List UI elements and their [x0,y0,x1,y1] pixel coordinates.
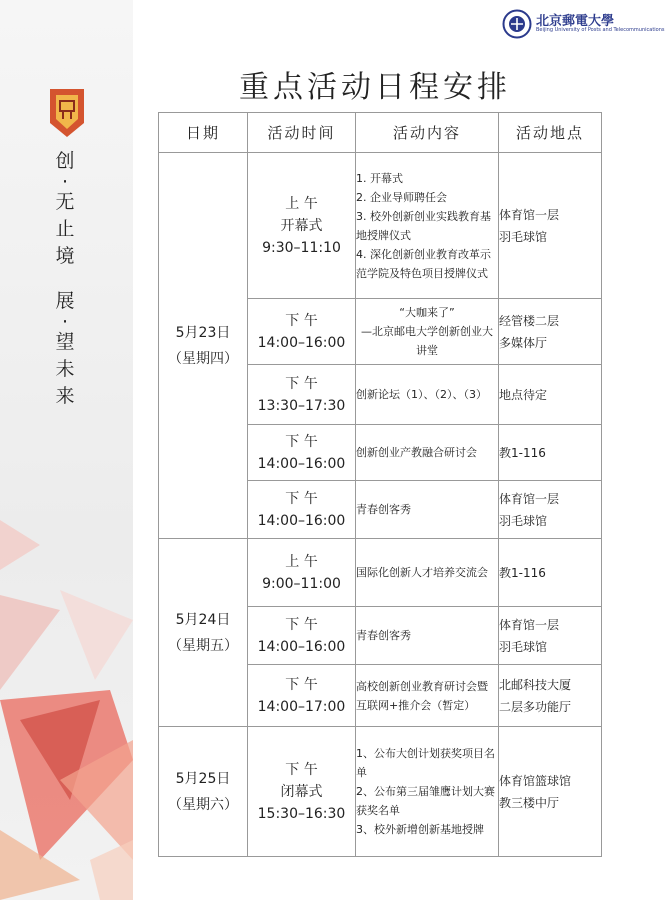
venue-line: 多媒体厅 [499,335,548,350]
date-text: 5月24日 [175,611,231,628]
page-title: 重点活动日程安排 [239,70,511,105]
column-header-venue: 活动地点 [499,113,602,153]
content-item: 创新论坛（1）、（2）、（3） [356,388,487,401]
slogan-part2 [52,288,78,410]
column-header-time: 活动时间 [248,113,356,153]
date-cell [159,727,248,857]
slogan-char: 展 [55,290,75,312]
time-line: 下 午 [285,433,318,450]
slogan-char: 未 [55,358,75,380]
column-header-date: 日期 [159,113,248,153]
venue-line: 教1-116 [499,445,546,460]
weekday-text: （星期六） [168,796,238,813]
venue-cell [499,365,602,425]
content-item: 1. 开幕式 [356,171,403,185]
venue-line: 羽毛球馆 [499,639,548,654]
venue-cell [499,481,602,539]
venue-cell [499,425,602,481]
content-item: 创新创业产教融合研讨会 [356,446,477,459]
time-line: 14:00–16:00 [257,638,346,655]
content-cell [356,539,499,607]
column-header-content: 活动内容 [356,113,499,153]
content-item: 1、公布大创计划获奖项目名单 [356,747,495,779]
slogan-char: 无 [55,191,75,213]
time-cell [248,727,356,857]
slogan-char: 来 [55,385,75,407]
content-item: 4. 深化创新创业教育改革示范学院及特色项目授牌仪式 [356,247,491,280]
venue-line: 经管楼二层 [499,313,560,328]
venue-cell [499,153,602,299]
content-item: 2、公布第三届雏鹰计划大赛获奖名单 [356,785,495,817]
time-line: 13:30–17:30 [257,397,346,414]
time-cell [248,539,356,607]
content-cell [356,153,499,299]
content-item: —北京邮电大学创新创业大讲堂 [361,325,493,357]
time-line: 14:00–16:00 [257,334,346,351]
triangle-shape [60,590,133,680]
time-line: 9:00–11:00 [262,575,341,592]
content-cell [356,365,499,425]
time-cell [248,299,356,365]
table-row [159,153,602,299]
content-item: 3、校外新增创新基地授牌 [356,823,484,836]
time-cell [248,607,356,665]
content-item: 青春创客秀 [356,629,411,642]
triangle-shape [0,520,40,570]
time-line: 下 午 [285,312,318,329]
university-logo [502,8,665,42]
content-item: 3. 校外创新创业实践教育基地授牌仪式 [356,209,491,242]
university-emblem-icon [502,9,532,39]
triangle-shape [0,595,60,690]
university-name: 北京郵電大學 [536,14,615,29]
date-text: 5月25日 [175,770,231,787]
venue-line: 羽毛球馆 [499,513,548,528]
time-cell [248,365,356,425]
time-line: 14:00–17:00 [257,698,346,715]
venue-cell [499,727,602,857]
venue-line: 体育馆一层 [499,617,560,632]
triangle-shape [90,840,133,900]
slogan-char: 望 [55,331,75,353]
time-line: 15:30–16:30 [257,805,346,822]
venue-cell [499,299,602,365]
time-line: 下 午 [285,490,318,507]
venue-cell [499,607,602,665]
venue-line: 地点待定 [499,387,548,402]
venue-line: 教1-116 [499,565,546,580]
date-cell [159,153,248,539]
sidebar [0,0,133,900]
date-cell [159,539,248,727]
time-line: 下 午 [285,375,318,392]
venue-cell [499,665,602,727]
venue-line: 羽毛球馆 [499,229,548,244]
venue-line: 体育馆一层 [499,491,560,506]
time-cell [248,665,356,727]
time-line: 下 午 [285,676,318,693]
time-line: 上 午 [285,195,318,212]
time-line: 上 午 [285,553,318,570]
time-line: 闭幕式 [280,783,323,800]
slogan-char: 创 [55,150,75,172]
content-item: 高校创新创业教育研讨会暨互联网+推介会（暂定） [356,679,488,712]
time-line: 下 午 [285,761,318,778]
table-header-row [159,113,602,153]
time-line: 9:30–11:10 [262,239,341,256]
venue-line: 北邮科技大厦 [499,677,572,692]
content-cell [356,665,499,727]
event-logo-icon [46,87,88,139]
venue-line: 体育馆一层 [499,207,560,222]
time-cell [248,481,356,539]
university-subtitle: Beijing University of Posts and Telecommunications [536,27,665,33]
content-cell [356,607,499,665]
slogan-char: · [61,311,69,333]
content-item: “大咖来了” [399,306,455,319]
time-cell [248,153,356,299]
weekday-text: （星期五） [168,637,238,654]
content-cell [356,727,499,857]
schedule-table [158,112,602,857]
venue-line: 二层多功能厅 [499,699,572,714]
venue-cell [499,539,602,607]
date-text: 5月23日 [175,324,231,341]
content-cell [356,425,499,481]
venue-line: 体育馆篮球馆 [499,773,572,788]
table-row [159,539,602,607]
content-item: 2. 企业导师聘任会 [356,190,447,204]
content-item: 国际化创新人才培养交流会 [356,566,488,579]
slogan-char: · [61,171,69,193]
time-line: 开幕式 [280,217,323,234]
time-line: 14:00–16:00 [257,512,346,529]
venue-line: 教三楼中厅 [499,795,560,810]
time-line: 下 午 [285,616,318,633]
slogan-part1 [52,148,78,270]
weekday-text: （星期四） [168,350,238,367]
content-item: 青春创客秀 [356,503,411,516]
content-cell [356,299,499,365]
slogan-char: 止 [55,218,75,240]
table-row [159,727,602,857]
slogan-char: 境 [55,245,75,267]
time-cell [248,425,356,481]
content-cell [356,481,499,539]
time-line: 14:00–16:00 [257,455,346,472]
